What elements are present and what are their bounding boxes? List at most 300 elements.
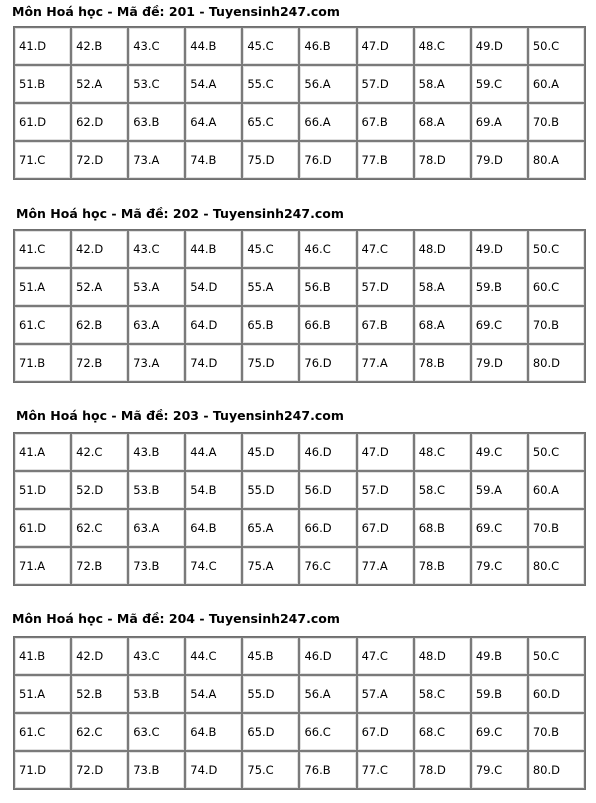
answer-cell — [185, 509, 242, 547]
answer-cell — [528, 547, 585, 585]
table-row — [14, 268, 585, 306]
answer-cell — [71, 713, 128, 751]
answer-text: 65.B — [247, 318, 274, 332]
answer-text: 53.A — [133, 280, 160, 294]
answer-text: 58.C — [418, 687, 446, 701]
answer-text: 53.C — [133, 77, 160, 91]
answer-cell — [414, 103, 471, 141]
answer-text: 64.D — [190, 318, 218, 332]
answer-text: 58.A — [418, 280, 445, 294]
answer-cell — [71, 751, 128, 789]
answer-text: 47.D — [361, 39, 389, 53]
answer-cell — [528, 637, 585, 675]
answer-text: 76.B — [304, 763, 331, 777]
answer-text: 53.B — [133, 687, 160, 701]
answer-cell — [128, 637, 185, 675]
answer-text: 64.A — [190, 115, 217, 129]
answer-text: 51.B — [19, 77, 46, 91]
answer-text: 47.C — [361, 649, 388, 663]
answer-cell — [185, 103, 242, 141]
answer-cell — [471, 141, 528, 179]
answer-text: 41.B — [19, 649, 46, 663]
answer-cell — [414, 675, 471, 713]
answer-cell — [471, 306, 528, 344]
answer-cell — [71, 675, 128, 713]
answer-text: 60.D — [532, 687, 561, 701]
section-title: Môn Hoá học - Mã đề: 204 - Tuyensinh247.com — [12, 611, 340, 626]
answer-cell — [299, 433, 356, 471]
answer-cell — [242, 471, 299, 509]
answer-text: 57.D — [361, 280, 389, 294]
answer-text: 59.B — [475, 280, 502, 294]
answer-text: 70.B — [532, 115, 560, 129]
answer-cell — [528, 751, 585, 789]
answer-cell — [528, 65, 585, 103]
answer-cell — [185, 471, 242, 509]
answer-text: 77.A — [361, 559, 388, 573]
answer-cell — [471, 675, 528, 713]
answer-cell — [414, 230, 471, 268]
answer-cell — [242, 751, 299, 789]
answer-cell — [128, 471, 185, 509]
answer-cell — [357, 675, 414, 713]
answer-cell — [414, 27, 471, 65]
answer-cell — [357, 27, 414, 65]
answer-cell — [71, 141, 128, 179]
answer-cell — [528, 509, 585, 547]
answer-text: 55.A — [247, 280, 274, 294]
answer-text: 61.D — [19, 115, 47, 129]
answer-text: 71.C — [19, 153, 46, 167]
answer-text: 48.C — [418, 39, 445, 53]
table-row — [14, 637, 585, 675]
answer-cell — [242, 306, 299, 344]
answer-table — [13, 229, 586, 383]
answer-cell — [128, 268, 185, 306]
answer-cell — [71, 306, 128, 344]
answer-cell — [14, 637, 71, 675]
answer-cell — [357, 637, 414, 675]
answer-text: 50.C — [532, 39, 560, 53]
answer-cell — [299, 103, 356, 141]
answer-text: 78.B — [418, 356, 445, 370]
answer-text: 79.D — [475, 153, 503, 167]
answer-text: 78.B — [418, 559, 445, 573]
answer-cell — [242, 433, 299, 471]
answer-text: 53.B — [133, 483, 160, 497]
answer-text: 70.B — [532, 521, 560, 535]
answer-cell — [471, 751, 528, 789]
answer-cell — [185, 675, 242, 713]
answer-cell — [242, 141, 299, 179]
answer-text: 41.A — [19, 445, 46, 459]
answer-text: 68.A — [418, 318, 445, 332]
answer-text: 45.C — [247, 242, 274, 256]
answer-cell — [14, 751, 71, 789]
answer-text: 68.A — [418, 115, 445, 129]
answer-text: 76.D — [304, 153, 332, 167]
answer-cell — [357, 65, 414, 103]
answer-text: 42.B — [76, 39, 103, 53]
table-row — [14, 103, 585, 141]
table-row — [14, 509, 585, 547]
answer-text: 54.B — [190, 483, 217, 497]
answer-cell — [471, 547, 528, 585]
answer-text: 55.C — [247, 77, 274, 91]
answer-cell — [528, 27, 585, 65]
answer-cell — [471, 637, 528, 675]
answer-cell — [357, 103, 414, 141]
answer-cell — [14, 141, 71, 179]
answer-cell — [185, 268, 242, 306]
answer-cell — [299, 547, 356, 585]
answer-text: 60.A — [532, 77, 560, 91]
table-row — [14, 306, 585, 344]
answer-text: 42.D — [76, 242, 104, 256]
answer-cell — [185, 637, 242, 675]
answer-cell — [71, 547, 128, 585]
answer-text: 74.B — [190, 153, 217, 167]
answer-cell — [71, 27, 128, 65]
answer-cell — [528, 306, 585, 344]
answer-cell — [128, 509, 185, 547]
table-row — [14, 344, 585, 382]
answer-cell — [528, 713, 585, 751]
answer-text: 44.A — [190, 445, 217, 459]
answer-cell — [14, 230, 71, 268]
table-row — [14, 433, 585, 471]
answer-cell — [14, 471, 71, 509]
answer-cell — [528, 675, 585, 713]
answer-text: 43.B — [133, 445, 160, 459]
answer-text: 43.C — [133, 649, 160, 663]
answer-text: 59.B — [475, 687, 502, 701]
answer-cell — [414, 751, 471, 789]
answer-text: 46.B — [304, 39, 331, 53]
answer-text: 70.B — [532, 318, 560, 332]
answer-cell — [357, 751, 414, 789]
answer-text: 41.D — [19, 39, 47, 53]
answer-cell — [185, 141, 242, 179]
answer-cell — [528, 103, 585, 141]
answer-text: 48.D — [418, 242, 446, 256]
answer-text: 67.B — [361, 318, 388, 332]
answer-text: 77.C — [361, 763, 388, 777]
answer-text: 63.C — [133, 725, 160, 739]
answer-text: 77.A — [361, 356, 388, 370]
answer-table — [13, 636, 586, 790]
answer-text: 77.B — [361, 153, 388, 167]
answer-cell — [242, 27, 299, 65]
answer-cell — [357, 306, 414, 344]
answer-text: 55.D — [247, 483, 275, 497]
answer-text: 72.B — [76, 559, 103, 573]
table-row — [14, 65, 585, 103]
answer-text: 61.D — [19, 521, 47, 535]
answer-text: 65.D — [247, 725, 275, 739]
answer-text: 62.B — [76, 318, 103, 332]
answer-text: 71.B — [19, 356, 46, 370]
answer-text: 75.D — [247, 153, 275, 167]
answer-cell — [471, 713, 528, 751]
answer-text: 56.A — [304, 687, 331, 701]
answer-text: 44.B — [190, 39, 217, 53]
answer-cell — [471, 103, 528, 141]
answer-cell — [299, 306, 356, 344]
answer-text: 56.A — [304, 77, 331, 91]
answer-text: 51.A — [19, 280, 46, 294]
answer-text: 79.C — [475, 763, 503, 777]
answer-cell — [299, 268, 356, 306]
answer-text: 76.C — [304, 559, 331, 573]
answer-text: 43.C — [133, 242, 160, 256]
answer-text: 71.D — [19, 763, 47, 777]
answer-cell — [71, 344, 128, 382]
answer-text: 55.D — [247, 687, 275, 701]
answer-cell — [185, 65, 242, 103]
answer-text: 67.D — [361, 725, 389, 739]
answer-text: 48.D — [418, 649, 446, 663]
answer-text: 45.B — [247, 649, 274, 663]
answer-cell — [14, 103, 71, 141]
answer-cell — [357, 547, 414, 585]
answer-text: 65.A — [247, 521, 274, 535]
answer-text: 63.A — [133, 318, 160, 332]
answer-cell — [242, 637, 299, 675]
answer-cell — [128, 547, 185, 585]
answer-text: 72.D — [76, 153, 104, 167]
answer-text: 46.D — [304, 445, 332, 459]
answer-text: 45.C — [247, 39, 274, 53]
answer-text: 74.D — [190, 356, 218, 370]
answer-cell — [357, 268, 414, 306]
answer-cell — [128, 103, 185, 141]
answer-cell — [71, 471, 128, 509]
table-row — [14, 675, 585, 713]
answer-text: 65.C — [247, 115, 274, 129]
answer-cell — [14, 675, 71, 713]
answer-text: 66.B — [304, 318, 331, 332]
answer-text: 73.B — [133, 763, 160, 777]
answer-cell — [128, 675, 185, 713]
table-row — [14, 713, 585, 751]
answer-cell — [71, 433, 128, 471]
answer-cell — [128, 65, 185, 103]
answer-text: 44.B — [190, 242, 217, 256]
answer-cell — [471, 509, 528, 547]
answer-cell — [14, 547, 71, 585]
answer-cell — [128, 230, 185, 268]
answer-cell — [528, 433, 585, 471]
answer-cell — [14, 713, 71, 751]
answer-cell — [414, 509, 471, 547]
answer-text: 59.C — [475, 77, 503, 91]
answer-text: 50.C — [532, 445, 560, 459]
answer-cell — [471, 65, 528, 103]
answer-text: 52.B — [76, 687, 103, 701]
answer-text: 64.B — [190, 521, 217, 535]
answer-cell — [357, 433, 414, 471]
table-row — [14, 230, 585, 268]
answer-text: 49.D — [475, 39, 503, 53]
answer-text: 80.D — [532, 356, 561, 370]
answer-text: 75.C — [247, 763, 274, 777]
answer-cell — [414, 141, 471, 179]
answer-cell — [242, 230, 299, 268]
answer-text: 69.A — [475, 115, 502, 129]
answer-text: 79.C — [475, 559, 503, 573]
answer-text: 57.D — [361, 77, 389, 91]
answer-cell — [299, 141, 356, 179]
answer-text: 57.A — [361, 687, 388, 701]
answer-text: 51.A — [19, 687, 46, 701]
answer-cell — [242, 65, 299, 103]
answer-text: 79.D — [475, 356, 503, 370]
answer-text: 68.B — [418, 521, 445, 535]
answer-text: 67.D — [361, 521, 389, 535]
section-title: Môn Hoá học - Mã đề: 201 - Tuyensinh247.com — [12, 4, 340, 19]
answer-text: 61.C — [19, 318, 46, 332]
answer-cell — [299, 65, 356, 103]
answer-text: 42.C — [76, 445, 103, 459]
answer-cell — [299, 344, 356, 382]
answer-text: 54.A — [190, 687, 217, 701]
section-title: Môn Hoá học - Mã đề: 202 - Tuyensinh247.com — [16, 206, 344, 221]
answer-cell — [414, 713, 471, 751]
answer-text: 58.C — [418, 483, 446, 497]
answer-text: 56.B — [304, 280, 331, 294]
answer-cell — [414, 268, 471, 306]
answer-cell — [471, 27, 528, 65]
answer-text: 54.A — [190, 77, 217, 91]
answer-text: 72.B — [76, 356, 103, 370]
answer-text: 47.C — [361, 242, 388, 256]
answer-cell — [242, 547, 299, 585]
answer-cell — [185, 344, 242, 382]
answer-cell — [414, 637, 471, 675]
answer-cell — [299, 713, 356, 751]
answer-text: 60.C — [532, 280, 560, 294]
answer-text: 80.D — [532, 763, 561, 777]
answer-cell — [414, 306, 471, 344]
answer-text: 68.C — [418, 725, 446, 739]
answer-cell — [71, 65, 128, 103]
answer-cell — [128, 713, 185, 751]
answer-text: 52.A — [76, 280, 103, 294]
answer-cell — [185, 230, 242, 268]
answer-text: 66.D — [304, 521, 332, 535]
answer-text: 72.D — [76, 763, 104, 777]
answer-cell — [471, 344, 528, 382]
answer-cell — [71, 268, 128, 306]
answer-text: 61.C — [19, 725, 46, 739]
answer-cell — [528, 268, 585, 306]
table-row — [14, 547, 585, 585]
answer-cell — [471, 230, 528, 268]
answer-cell — [414, 471, 471, 509]
answer-text: 52.D — [76, 483, 104, 497]
answer-cell — [471, 471, 528, 509]
answer-text: 73.A — [133, 153, 160, 167]
answer-text: 75.D — [247, 356, 275, 370]
answer-cell — [299, 230, 356, 268]
section-title: Môn Hoá học - Mã đề: 203 - Tuyensinh247.com — [16, 408, 344, 423]
answer-text: 62.C — [76, 725, 103, 739]
answer-cell — [14, 433, 71, 471]
answer-text: 69.C — [475, 725, 503, 739]
answer-cell — [299, 471, 356, 509]
answer-text: 66.C — [304, 725, 331, 739]
answer-cell — [14, 27, 71, 65]
answer-text: 49.C — [475, 445, 503, 459]
answer-text: 46.C — [304, 242, 331, 256]
answer-text: 63.A — [133, 521, 160, 535]
answer-cell — [357, 344, 414, 382]
answer-text: 54.D — [190, 280, 218, 294]
answer-text: 80.A — [532, 153, 560, 167]
answer-cell — [299, 509, 356, 547]
answer-text: 70.B — [532, 725, 560, 739]
answer-cell — [242, 344, 299, 382]
answer-table — [13, 432, 586, 586]
answer-text: 73.A — [133, 356, 160, 370]
answer-text: 48.C — [418, 445, 446, 459]
answer-cell — [128, 306, 185, 344]
answer-text: 43.C — [133, 39, 160, 53]
answer-cell — [71, 509, 128, 547]
answer-cell — [14, 509, 71, 547]
answer-cell — [128, 27, 185, 65]
answer-text: 63.B — [133, 115, 160, 129]
answer-text: 64.B — [190, 725, 217, 739]
answer-text: 67.B — [361, 115, 388, 129]
answer-text: 73.B — [133, 559, 160, 573]
answer-text: 78.D — [418, 763, 446, 777]
answer-text: 41.C — [19, 242, 46, 256]
answer-cell — [299, 637, 356, 675]
answer-cell — [414, 433, 471, 471]
answer-cell — [128, 433, 185, 471]
answer-text: 42.D — [76, 649, 104, 663]
answer-text: 60.A — [532, 483, 560, 497]
answer-cell — [299, 675, 356, 713]
answer-text: 49.B — [475, 649, 502, 663]
answer-cell — [14, 268, 71, 306]
answer-text: 74.D — [190, 763, 218, 777]
answer-text: 58.A — [418, 77, 445, 91]
table-row — [14, 27, 585, 65]
answer-cell — [414, 547, 471, 585]
answer-text: 46.D — [304, 649, 332, 663]
answer-cell — [528, 230, 585, 268]
answer-cell — [14, 65, 71, 103]
answer-cell — [185, 433, 242, 471]
answer-text: 78.D — [418, 153, 446, 167]
answer-cell — [242, 268, 299, 306]
answer-table — [13, 26, 586, 180]
answer-text: 51.D — [19, 483, 47, 497]
answer-cell — [299, 751, 356, 789]
answer-cell — [357, 141, 414, 179]
answer-cell — [14, 344, 71, 382]
answer-cell — [185, 27, 242, 65]
answer-text: 56.D — [304, 483, 332, 497]
answer-cell — [71, 230, 128, 268]
answer-text: 52.A — [76, 77, 103, 91]
answer-text: 75.A — [247, 559, 274, 573]
table-row — [14, 751, 585, 789]
answer-cell — [414, 65, 471, 103]
